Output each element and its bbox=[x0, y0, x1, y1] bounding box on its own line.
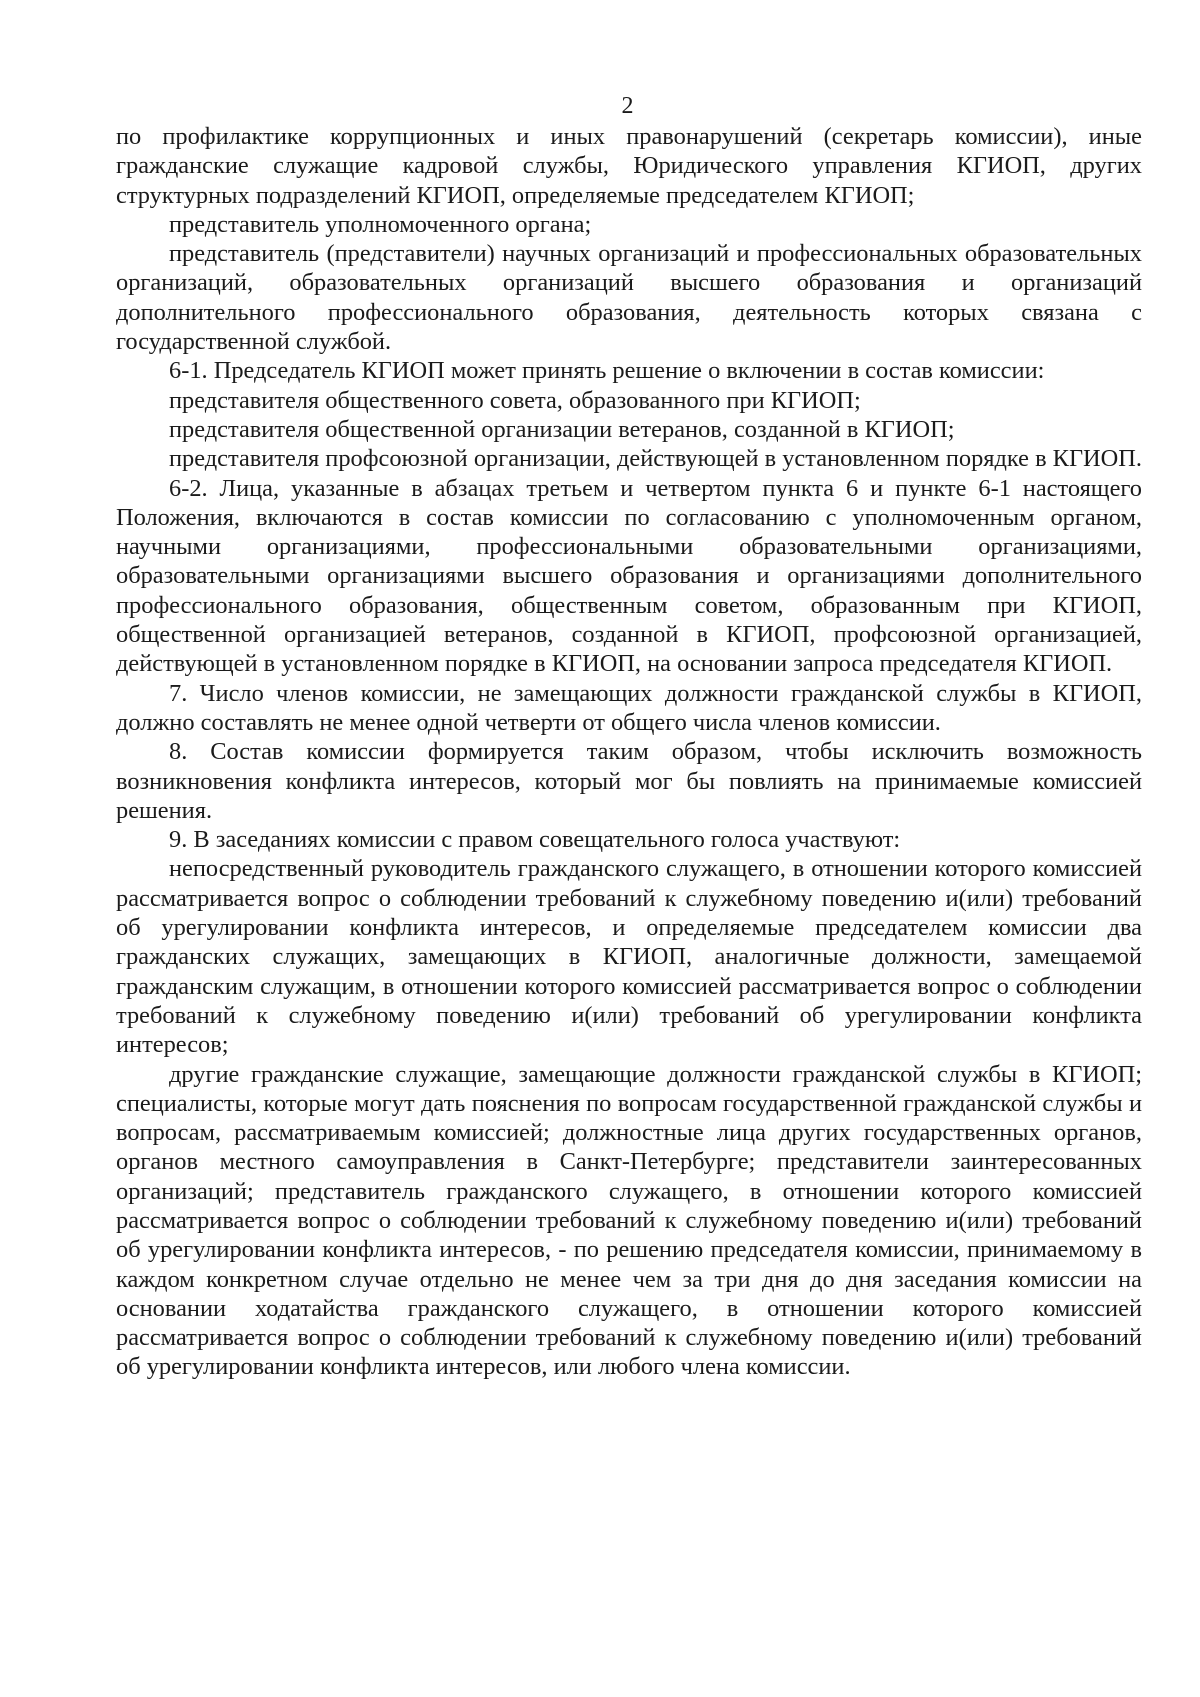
paragraph-science-org-rep: представитель (представители) научных организаций и профессиональных образовательных организаций, образовательных организаций высшего образования и организаций дополнительного профессионального образования, деятельность которых связана с государственной службой. bbox=[116, 240, 1142, 356]
paragraph-item-8: 8. Состав комиссии формируется таким образом, чтобы исключить возможность возникновения конфликта интересов, который мог бы повлиять на принимаемые комиссией решения. bbox=[116, 738, 1142, 824]
paragraph-continuation: по профилактике коррупционных и иных правонарушений (секретарь комиссии), иные гражданские служащие кадровой службы, Юридического управления КГИОП, других структурных подразделений КГИОП, определяемые председателем КГИОП; bbox=[116, 123, 1142, 209]
paragraph-item-6-2: 6-2. Лица, указанные в абзацах третьем и четвертом пункта 6 и пункте 6-1 настоящего Положения, включаются в состав комиссии по согласованию с уполномоченным органом, научными организациями, профессиональными образовательными организациями, образовательными организациями высшего образования и организациями дополнительного профессионального образования, общественным советом, образованным при КГИОП, общественной организацией ветеранов, созданной в КГИОП, профсоюзной организацией, действующей в установленном порядке в КГИОП, на основании запроса председателя КГИОП. bbox=[116, 474, 1142, 678]
paragraph-other-participants: другие гражданские служащие, замещающие должности гражданской службы в КГИОП; специалисты, которые могут дать пояснения по вопросам государственной гражданской службы и вопросам, рассматриваемым комиссией; должностные лица других государственных органов, органов местного самоуправления в Санкт-Петербурге; представители заинтересованных организаций; представитель гражданского служащего, в отношении которого комиссией рассматривается вопрос о соблюдении требований к служебному поведению и(или) требований об урегулировании конфликта интересов, - по решению председателя комиссии, принимаемому в каждом конкретном случае отдельно не менее чем за три дня до дня заседания комиссии на основании ходатайства гражданского служащего, в отношении которого комиссией рассматривается вопрос о соблюдении требований к служебному поведению и(или) требований об урегулировании конфликта интересов, или любого члена комиссии. bbox=[116, 1060, 1142, 1381]
paragraph-item-6-1: 6-1. Председатель КГИОП может принять решение о включении в состав комиссии: bbox=[169, 357, 1045, 385]
page-number: 2 bbox=[621, 93, 634, 119]
paragraph-authorized-body-rep: представитель уполномоченного органа; bbox=[169, 210, 592, 238]
document-body bbox=[116, 122, 1142, 1382]
paragraph-direct-supervisor: непосредственный руководитель гражданского служащего, в отношении которого комиссией рассматривается вопрос о соблюдении требований к служебному поведению и(или) требований об урегулировании конфликта интересов, и определяемые председателем комиссии два гражданских служащих, замещающих в КГИОП, аналогичные должности, замещаемой гражданским служащим, в отношении которого комиссией рассматривается вопрос о соблюдении требований к служебному поведению и(или) требований об урегулировании конфликта интересов; bbox=[116, 855, 1142, 1059]
paragraph-veterans-org-rep: представителя общественной организации ветеранов, созданной в КГИОП; bbox=[169, 415, 955, 443]
paragraph-trade-union-rep: представителя профсоюзной организации, действующей в установленном порядке в КГИОП. bbox=[169, 445, 1142, 473]
paragraph-item-9: 9. В заседаниях комиссии с правом совещательного голоса участвуют: bbox=[169, 826, 901, 854]
paragraph-item-7: 7. Число членов комиссии, не замещающих должности гражданской службы в КГИОП, должно составлять не менее одной четверти от общего числа членов комиссии. bbox=[116, 679, 1142, 736]
paragraph-public-council-rep: представителя общественного совета, образованного при КГИОП; bbox=[169, 386, 861, 414]
